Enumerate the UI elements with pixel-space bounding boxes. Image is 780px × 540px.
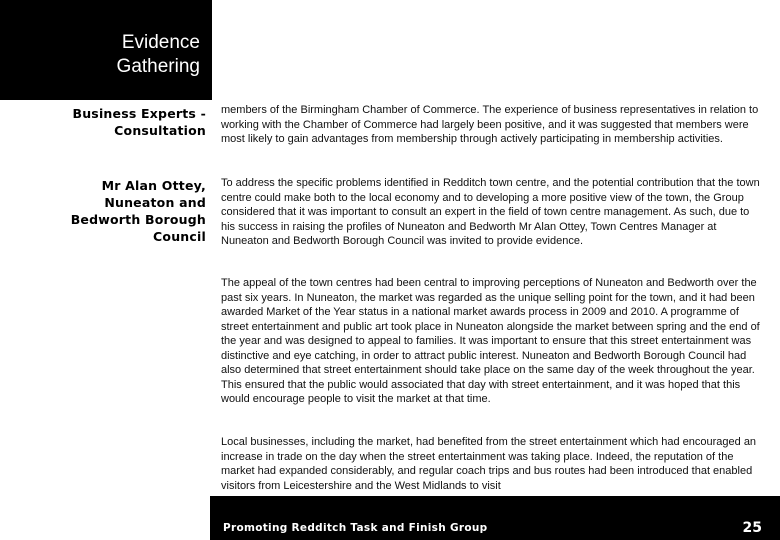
paragraph-chamber-of-commerce: members of the Birmingham Chamber of Commerce. The experience of business representatives in relation to working with the Chamber of Commerce had largely been positive, and it was suggested that members were most likely to gain advantages from membership through actively participating in membership activities. (221, 104, 759, 145)
section-title (117, 31, 200, 79)
page-number: 25 (742, 520, 762, 536)
paragraph-town-centre-appeal: The appeal of the town centres had been central to improving perceptions of Nuneaton and Bedworth over the past six years. In Nuneaton, the market was regarded as the unique selling point for the town, and it had been awarded Market of the Year status in a national market awards process in 2009 and 2010. A programme of street entertainment and public art took place in Nuneaton alongside the market between spring and the end of the year and was designed to appeal to families. It was important to ensure that this street entertainment was distinctive and eye catching, in order to attract public interest. Nuneaton and Bedworth Borough Council had also determined that street entertainment should take place on the same day of the week throughout the year. This ensured that the public would associated that day with street entertainment, and it was hoped that this would encourage people to visit the market at that time. (221, 277, 760, 405)
section-header-box (0, 0, 212, 100)
side-label-alan-ottey (71, 177, 206, 245)
side-label-line: Consultation (114, 123, 206, 138)
paragraph-consult-expert: To address the specific problems identified in Redditch town centre, and the potential contribution that the town centre could make both to the local economy and to developing a more positive view of the town, the Group considered that it was important to consult an expert in the field of town centre management. As such, due to his success in raising the profiles of Nuneaton and Bedworth Mr Alan Ottey, Town Centres Manager at Nuneaton and Bedworth Borough Council was invited to provide evidence. (221, 177, 760, 247)
side-label-line: Mr Alan Ottey, (101, 178, 206, 193)
side-label-line: Council (153, 229, 206, 244)
paragraph-local-businesses: Local businesses, including the market, had benefited from the street entertainment which had encouraged an increase in trade on the day when the street entertainment was taking place. Indeed, the reputation of the market had expanded considerably, and regular coach trips and bus routes had been introduced that enabled visitors from Leicestershire and the West Midlands to visit (221, 436, 757, 492)
side-label-line: Business Experts - (72, 106, 206, 121)
side-label-business-experts (72, 105, 206, 139)
side-label-line: Nuneaton and (104, 195, 206, 210)
section-title-line-1: Evidence (121, 32, 200, 53)
side-label-line: Bedworth Borough (70, 212, 206, 227)
footer-group-name: Promoting Redditch Task and Finish Group (223, 522, 488, 534)
section-title-line-2: Gathering (116, 56, 200, 77)
page-footer (210, 496, 780, 540)
